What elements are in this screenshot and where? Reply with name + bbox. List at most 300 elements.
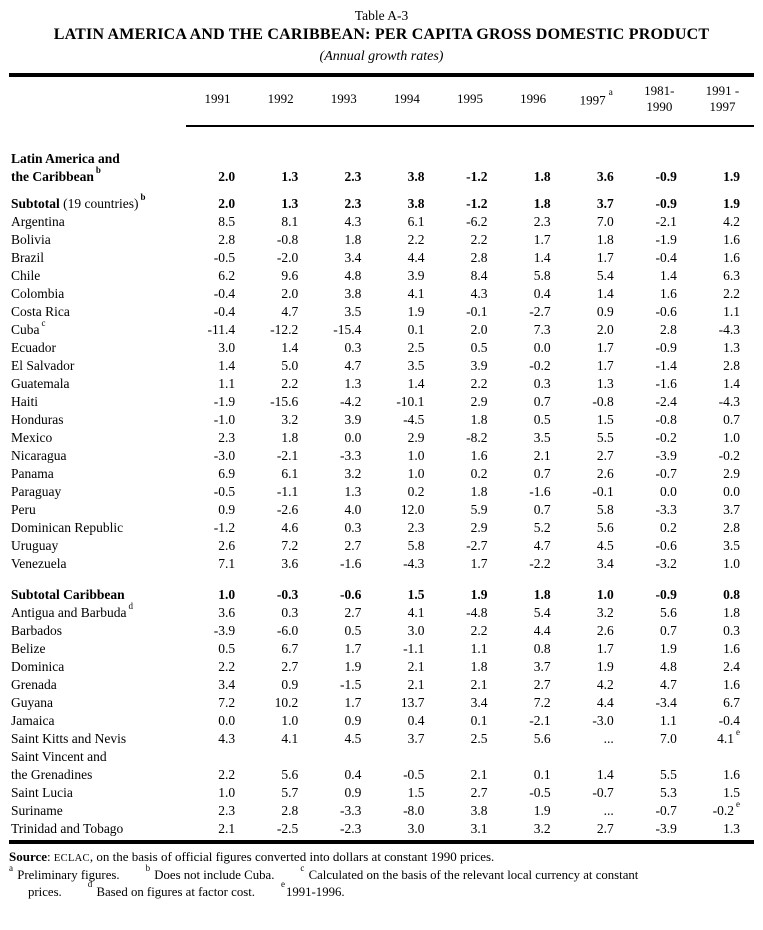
value-cell: -0.5 bbox=[403, 767, 425, 782]
table-row bbox=[9, 537, 754, 555]
row-label: Barbados bbox=[11, 623, 62, 638]
value-cell: 1.7 bbox=[596, 358, 614, 373]
value-cell: 3.6 bbox=[218, 605, 236, 620]
value-cell: 1.0 bbox=[407, 448, 425, 463]
value-cell: -4.5 bbox=[403, 412, 425, 427]
value-cell: 0.4 bbox=[533, 286, 551, 301]
table-row bbox=[9, 604, 754, 622]
footnote: $^b$ Does not include Cuba. bbox=[145, 862, 275, 882]
footnote: $^a$ Preliminary figures. bbox=[9, 862, 120, 882]
value-cell: -6.2 bbox=[466, 214, 488, 229]
value-cell: -1.9 bbox=[655, 232, 677, 247]
value-cell: 0.7 bbox=[533, 394, 551, 409]
value-cell: 3.9 bbox=[407, 268, 425, 283]
value-cell: -0.7 bbox=[592, 785, 614, 800]
value-cell: 5.8 bbox=[407, 538, 425, 553]
value-cell: 0.3 bbox=[281, 605, 299, 620]
value-cell: -0.9 bbox=[655, 587, 677, 602]
value-cell: -1.1 bbox=[403, 641, 425, 656]
value-cell: 1.5 bbox=[407, 587, 425, 602]
row-label: Dominica bbox=[11, 659, 65, 674]
value-cell: 0.2 bbox=[660, 520, 677, 535]
footnote: $^c$ Calculated on the basis of the relevant local currency at constant bbox=[300, 862, 639, 882]
value-cell: -15.4 bbox=[333, 322, 362, 337]
value-cell: 1.6 bbox=[723, 232, 740, 247]
value-cell: -3.9 bbox=[655, 821, 677, 836]
value-cell: -4.8 bbox=[466, 605, 488, 620]
value-cell: 2.0 bbox=[218, 196, 236, 211]
value-cell: 1.0 bbox=[218, 785, 236, 800]
value-cell: -1.6 bbox=[655, 376, 677, 391]
table-row bbox=[9, 622, 754, 640]
value-cell: 6.1 bbox=[407, 214, 425, 229]
value-cell: -2.0 bbox=[276, 250, 299, 265]
value-cell: 2.6 bbox=[596, 623, 614, 638]
value-cell: 3.8 bbox=[407, 169, 425, 184]
value-cell: 2.1 bbox=[407, 677, 425, 692]
value-cell: 1.4 bbox=[723, 376, 740, 391]
value-cell: 5.7 bbox=[281, 785, 299, 800]
value-cell: 0.7 bbox=[533, 466, 551, 481]
value-cell: 5.6 bbox=[533, 731, 551, 746]
value-cell: 2.7 bbox=[533, 677, 551, 692]
value-cell: 1.6 bbox=[660, 286, 677, 301]
value-cell: 2.6 bbox=[596, 466, 614, 481]
value-cell: 1.1 bbox=[470, 641, 488, 656]
table-row bbox=[9, 820, 754, 838]
table-row bbox=[9, 429, 754, 447]
value-cell: -0.4 bbox=[213, 286, 236, 301]
value-cell: 1.1 bbox=[660, 713, 677, 728]
value-cell: 3.2 bbox=[533, 821, 551, 836]
value-cell: 2.3 bbox=[533, 214, 551, 229]
row-label: Dominican Republic bbox=[11, 520, 124, 535]
value-cell: 5.8 bbox=[533, 268, 551, 283]
column-header: 1991 - 1997 bbox=[691, 77, 754, 126]
value-cell: 1.6 bbox=[723, 677, 740, 692]
value-cell: 1.0 bbox=[596, 587, 614, 602]
row-label: Haiti bbox=[11, 394, 38, 409]
value-cell: -2.1 bbox=[276, 448, 299, 463]
row-label: Antigua and Barbuda $^d$ bbox=[11, 600, 133, 620]
footnote: $^e$1991-1996. bbox=[280, 879, 345, 899]
table-row bbox=[9, 501, 754, 519]
table-row bbox=[9, 195, 754, 213]
value-cell: 0.1 bbox=[533, 767, 551, 782]
row-label: Colombia bbox=[11, 286, 65, 301]
table-row bbox=[9, 285, 754, 303]
value-cell: 1.3 bbox=[281, 169, 299, 184]
value-cell: 4.2 bbox=[723, 214, 740, 229]
table-row bbox=[9, 640, 754, 658]
value-cell: 3.2 bbox=[596, 605, 614, 620]
value-cell: 1.1 bbox=[218, 376, 236, 391]
value-cell: 2.3 bbox=[218, 430, 236, 445]
row-label: Grenada bbox=[11, 677, 57, 692]
column-header: 1996 bbox=[502, 77, 565, 126]
value-cell: -0.9 bbox=[655, 169, 677, 184]
column-header: 1993 bbox=[312, 77, 375, 126]
value-cell: -2.7 bbox=[529, 304, 551, 319]
value-cell: 3.9 bbox=[344, 412, 362, 427]
source-text: , on the basis of official figures converted into dollars at constant 1990 prices. bbox=[89, 849, 495, 864]
row-label: Costa Rica bbox=[11, 304, 70, 319]
value-cell: 3.2 bbox=[344, 466, 362, 481]
value-cell: 2.2 bbox=[470, 376, 488, 391]
row-label: Chile bbox=[11, 268, 41, 283]
value-cell: 2.2 bbox=[470, 623, 488, 638]
row-label: Nicaragua bbox=[11, 448, 67, 463]
row-label-header bbox=[9, 77, 186, 126]
value-cell: -0.4 bbox=[213, 304, 236, 319]
value-cell: -6.0 bbox=[276, 623, 299, 638]
table-row bbox=[9, 249, 754, 267]
value-cell: -4.3 bbox=[403, 556, 425, 571]
value-cell: -3.9 bbox=[213, 623, 236, 638]
value-cell: -1.2 bbox=[466, 196, 488, 211]
value-cell: 3.4 bbox=[596, 556, 614, 571]
table-row bbox=[9, 730, 754, 748]
value-cell: -2.6 bbox=[276, 502, 299, 517]
value-cell: 2.0 bbox=[218, 169, 236, 184]
value-cell: 5.0 bbox=[281, 358, 299, 373]
value-cell: 2.3 bbox=[218, 803, 236, 818]
row-label: Bolivia bbox=[11, 232, 51, 247]
value-cell: 1.6 bbox=[723, 767, 740, 782]
value-cell: 1.9 bbox=[660, 641, 677, 656]
value-cell: -15.6 bbox=[270, 394, 299, 409]
value-cell: 2.2 bbox=[470, 232, 488, 247]
value-cell: 1.8 bbox=[723, 605, 740, 620]
value-cell: 2.7 bbox=[344, 605, 362, 620]
table-row bbox=[9, 586, 754, 604]
value-cell: 2.2 bbox=[281, 376, 299, 391]
value-cell: 1.8 bbox=[533, 587, 551, 602]
table-row bbox=[9, 694, 754, 712]
value-cell: 1.9 bbox=[344, 659, 362, 674]
value-cell: 0.5 bbox=[344, 623, 362, 638]
value-cell: -0.6 bbox=[655, 538, 677, 553]
value-cell: -3.9 bbox=[655, 448, 677, 463]
value-cell: 13.7 bbox=[400, 695, 425, 710]
value-cell: 3.6 bbox=[596, 169, 614, 184]
value-cell: -3.3 bbox=[339, 803, 362, 818]
value-cell: 2.3 bbox=[407, 520, 425, 535]
row-label: Honduras bbox=[11, 412, 64, 427]
value-cell: 2.0 bbox=[596, 322, 614, 337]
value-cell: 2.1 bbox=[407, 659, 425, 674]
value-cell: 2.8 bbox=[723, 520, 740, 535]
table-row bbox=[9, 375, 754, 393]
value-cell: -2.1 bbox=[529, 713, 551, 728]
value-cell: 0.3 bbox=[533, 376, 551, 391]
value-cell: -0.8 bbox=[655, 412, 677, 427]
value-cell: 5.4 bbox=[596, 268, 614, 283]
value-cell: 0.9 bbox=[596, 304, 614, 319]
row-label: Subtotal (19 countries) $^b$ bbox=[11, 191, 146, 211]
value-cell: 1.8 bbox=[281, 430, 299, 445]
value-cell: 1.8 bbox=[533, 196, 551, 211]
value-cell: 8.4 bbox=[470, 268, 488, 283]
value-cell: 2.1 bbox=[218, 821, 236, 836]
value-cell: -4.3 bbox=[718, 322, 740, 337]
value-cell: 3.4 bbox=[218, 677, 236, 692]
value-cell: -4.3 bbox=[718, 394, 740, 409]
value-cell: 3.8 bbox=[470, 803, 488, 818]
value-cell: 2.8 bbox=[723, 358, 740, 373]
value-cell: 1.7 bbox=[533, 232, 551, 247]
value-cell: -0.5 bbox=[213, 484, 236, 499]
value-cell: -3.0 bbox=[213, 448, 236, 463]
value-cell: 1.8 bbox=[344, 232, 362, 247]
value-cell: 0.4 bbox=[407, 713, 425, 728]
value-cell: -2.3 bbox=[339, 821, 362, 836]
table-row bbox=[9, 357, 754, 375]
value-cell: ... bbox=[603, 731, 614, 746]
row-label: Latin America and the Caribbean $^b$ bbox=[11, 151, 120, 184]
value-cell: -0.5 bbox=[529, 785, 551, 800]
value-cell: 1.0 bbox=[218, 587, 236, 602]
value-cell: 1.4 bbox=[596, 286, 614, 301]
value-cell: 0.5 bbox=[218, 641, 236, 656]
value-cell: -3.3 bbox=[339, 448, 362, 463]
value-cell: 3.0 bbox=[407, 821, 425, 836]
table-row bbox=[9, 658, 754, 676]
value-cell: 3.5 bbox=[344, 304, 362, 319]
value-cell: -3.2 bbox=[655, 556, 677, 571]
value-cell: 2.7 bbox=[281, 659, 299, 674]
value-cell: 4.7 bbox=[660, 677, 677, 692]
page-title: LATIN AMERICA AND THE CARIBBEAN: PER CAPITA GROSS DOMESTIC PRODUCT bbox=[53, 26, 710, 43]
value-cell: 2.1 bbox=[470, 677, 488, 692]
value-cell: 2.3 bbox=[344, 169, 362, 184]
value-cell: 1.9 bbox=[596, 659, 614, 674]
row-label: Uruguay bbox=[11, 538, 59, 553]
value-cell: -0.4 bbox=[718, 713, 740, 728]
value-cell: 1.6 bbox=[723, 250, 740, 265]
value-cell: -11.4 bbox=[207, 322, 236, 337]
value-cell: -2.4 bbox=[655, 394, 677, 409]
value-cell: 1.7 bbox=[596, 340, 614, 355]
value-cell: 0.0 bbox=[723, 484, 740, 499]
value-cell: 7.1 bbox=[218, 556, 236, 571]
value-cell: 6.7 bbox=[723, 695, 740, 710]
footnote: prices. bbox=[28, 884, 62, 899]
row-label: Subtotal Caribbean bbox=[11, 587, 125, 602]
value-cell: 2.2 bbox=[407, 232, 425, 247]
value-cell: 3.4 bbox=[470, 695, 488, 710]
table-row bbox=[9, 519, 754, 537]
value-cell: 1.7 bbox=[344, 695, 362, 710]
value-cell: 6.1 bbox=[281, 466, 299, 481]
value-cell: 1.4 bbox=[407, 376, 425, 391]
row-label: Argentina bbox=[11, 214, 65, 229]
value-cell: 1.3 bbox=[723, 340, 740, 355]
value-cell: 3.8 bbox=[344, 286, 362, 301]
value-cell: 3.8 bbox=[407, 196, 425, 211]
value-cell: 2.9 bbox=[407, 430, 425, 445]
value-cell: 0.7 bbox=[533, 502, 551, 517]
value-cell: 3.7 bbox=[407, 731, 425, 746]
value-cell: 4.8 bbox=[660, 659, 677, 674]
table-row bbox=[9, 303, 754, 321]
row-label: El Salvador bbox=[11, 358, 75, 373]
value-cell: 2.1 bbox=[470, 767, 488, 782]
value-cell: 2.8 bbox=[218, 232, 236, 247]
value-cell: 2.9 bbox=[723, 466, 740, 481]
value-cell: 2.5 bbox=[470, 731, 488, 746]
value-cell: -1.9 bbox=[213, 394, 236, 409]
value-cell: 1.6 bbox=[723, 641, 740, 656]
table-row bbox=[9, 150, 754, 186]
value-cell: 9.6 bbox=[281, 268, 299, 283]
value-cell: 1.4 bbox=[660, 268, 677, 283]
value-cell: 1.9 bbox=[723, 169, 740, 184]
row-label: Mexico bbox=[11, 430, 53, 445]
value-cell: 6.9 bbox=[218, 466, 236, 481]
value-cell: 4.3 bbox=[218, 731, 236, 746]
value-cell: 1.0 bbox=[407, 466, 425, 481]
value-cell: 5.4 bbox=[533, 605, 551, 620]
value-cell: 4.3 bbox=[470, 286, 488, 301]
value-cell: -12.2 bbox=[270, 322, 299, 337]
value-cell: 5.3 bbox=[660, 785, 677, 800]
value-cell: 4.1 bbox=[407, 286, 425, 301]
row-label: Suriname bbox=[11, 803, 63, 818]
value-cell: 0.8 bbox=[723, 587, 740, 602]
value-cell: 0.8 bbox=[533, 641, 551, 656]
value-cell: -0.1 bbox=[592, 484, 614, 499]
value-cell: 4.1 $^e$ bbox=[717, 726, 740, 746]
value-cell: 0.2 bbox=[470, 466, 488, 481]
value-cell: 7.3 bbox=[533, 322, 551, 337]
value-cell: 1.9 bbox=[407, 304, 425, 319]
value-cell: -1.0 bbox=[213, 412, 236, 427]
value-cell: 5.6 bbox=[596, 520, 614, 535]
value-cell: 1.8 bbox=[533, 169, 551, 184]
value-cell: 0.5 bbox=[470, 340, 488, 355]
value-cell: 2.4 bbox=[723, 659, 740, 674]
value-cell: 4.3 bbox=[344, 214, 362, 229]
spacer-row bbox=[9, 126, 754, 150]
value-cell: -3.3 bbox=[655, 502, 677, 517]
value-cell: 5.5 bbox=[660, 767, 677, 782]
value-cell: 4.1 bbox=[281, 731, 299, 746]
value-cell: 6.2 bbox=[218, 268, 236, 283]
value-cell: -1.6 bbox=[339, 556, 362, 571]
footnote-line-2 bbox=[9, 879, 754, 901]
column-header: 1981- 1990 bbox=[628, 77, 691, 126]
table-row bbox=[9, 411, 754, 429]
spacer-row bbox=[9, 186, 754, 195]
value-cell: 1.5 bbox=[723, 785, 740, 800]
table-row bbox=[9, 555, 754, 573]
value-cell: 0.1 bbox=[407, 322, 425, 337]
value-cell: 2.7 bbox=[470, 785, 488, 800]
column-header: 1997 $^a$ bbox=[565, 77, 628, 126]
value-cell: 1.3 bbox=[344, 484, 362, 499]
value-cell: 3.0 bbox=[407, 623, 425, 638]
value-cell: 4.4 bbox=[533, 623, 551, 638]
value-cell: 0.9 bbox=[344, 785, 362, 800]
value-cell: 1.8 bbox=[470, 412, 488, 427]
value-cell: -10.1 bbox=[396, 394, 425, 409]
value-cell: 8.5 bbox=[218, 214, 236, 229]
value-cell: 5.9 bbox=[470, 502, 488, 517]
value-cell: 1.1 bbox=[723, 304, 740, 319]
value-cell: -0.9 bbox=[655, 196, 677, 211]
value-cell: 5.5 bbox=[596, 430, 614, 445]
value-cell: 2.9 bbox=[470, 520, 488, 535]
value-cell: 0.7 bbox=[660, 623, 677, 638]
source-separator: : bbox=[47, 849, 54, 864]
value-cell: 2.8 bbox=[660, 322, 677, 337]
source-line bbox=[9, 848, 754, 867]
value-cell: -4.2 bbox=[339, 394, 362, 409]
value-cell: 3.5 bbox=[533, 430, 551, 445]
row-label: Saint Kitts and Nevis bbox=[11, 731, 127, 746]
value-cell: 3.7 bbox=[533, 659, 551, 674]
table-row bbox=[9, 213, 754, 231]
value-cell: -1.1 bbox=[276, 484, 299, 499]
row-label: Saint Vincent and the Grenadines bbox=[11, 749, 107, 782]
value-cell: 1.7 bbox=[596, 250, 614, 265]
table-row bbox=[9, 321, 754, 339]
value-cell: 2.6 bbox=[218, 538, 236, 553]
table-label: Table A-3 bbox=[354, 8, 409, 23]
value-cell: 0.0 bbox=[533, 340, 551, 355]
value-cell: 4.2 bbox=[596, 677, 614, 692]
row-label: Paraguay bbox=[11, 484, 62, 499]
footnote: $^d$ Based on figures at factor cost. bbox=[87, 879, 255, 899]
value-cell: 1.8 bbox=[470, 659, 488, 674]
value-cell: 2.7 bbox=[344, 538, 362, 553]
value-cell: -1.5 bbox=[339, 677, 362, 692]
table-row bbox=[9, 483, 754, 501]
footnote-line-1 bbox=[9, 862, 754, 884]
value-cell: -0.2 bbox=[718, 448, 740, 463]
value-cell: -0.7 bbox=[655, 466, 677, 481]
value-cell: -2.5 bbox=[276, 821, 299, 836]
value-cell: -0.8 bbox=[276, 232, 299, 247]
value-cell: 4.8 bbox=[344, 268, 362, 283]
bottom-rule bbox=[9, 840, 754, 844]
row-label: Peru bbox=[11, 502, 36, 517]
value-cell: 1.3 bbox=[344, 376, 362, 391]
value-cell: 2.8 bbox=[470, 250, 488, 265]
value-cell: 3.1 bbox=[470, 821, 488, 836]
value-cell: 4.7 bbox=[281, 304, 299, 319]
source-org: ECLAC bbox=[53, 853, 90, 864]
value-cell: 0.0 bbox=[218, 713, 236, 728]
value-cell: 1.3 bbox=[723, 821, 740, 836]
value-cell: 1.8 bbox=[596, 232, 614, 247]
value-cell: 2.7 bbox=[596, 448, 614, 463]
value-cell: 1.7 bbox=[470, 556, 488, 571]
spacer-row bbox=[9, 573, 754, 586]
value-cell: 12.0 bbox=[400, 502, 425, 517]
row-label: Ecuador bbox=[11, 340, 56, 355]
value-cell: 0.9 bbox=[281, 677, 299, 692]
value-cell: 4.5 bbox=[596, 538, 614, 553]
value-cell: 4.5 bbox=[344, 731, 362, 746]
value-cell: 4.4 bbox=[596, 695, 614, 710]
value-cell: 0.5 bbox=[533, 412, 551, 427]
value-cell: -0.4 bbox=[655, 250, 677, 265]
header-row bbox=[9, 77, 754, 126]
value-cell: 4.7 bbox=[344, 358, 362, 373]
value-cell: -0.1 bbox=[466, 304, 488, 319]
